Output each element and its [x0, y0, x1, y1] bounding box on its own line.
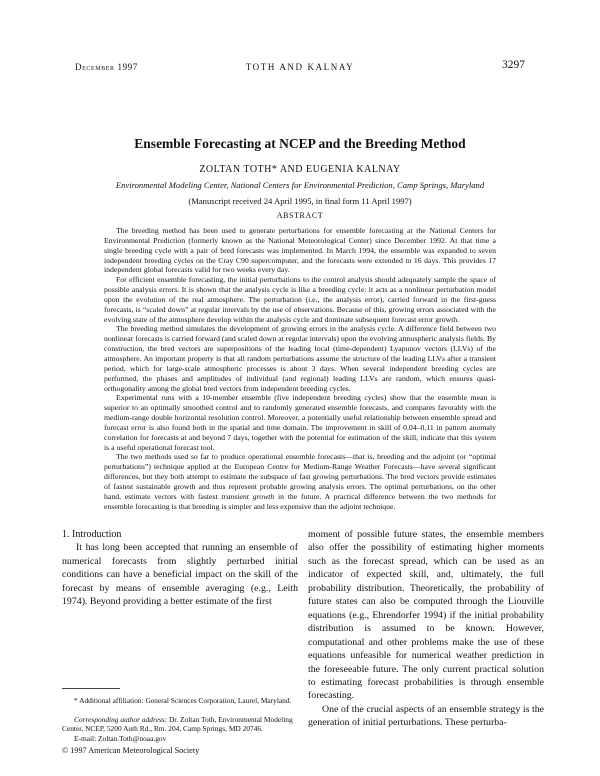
paper-title: Ensemble Forecasting at NCEP and the Breeding Method [134, 136, 466, 151]
footnote-corr-label: Corresponding author address: [74, 714, 168, 724]
abstract-paragraph [104, 452, 496, 511]
manuscript-received: (Manuscript received 24 April 1995, in final form 11 April 1997) [188, 196, 412, 206]
abstract-emphasis: transient growth [221, 491, 275, 501]
copyright-notice: © 1997 American Meteorological Society [62, 746, 200, 755]
footnote-rule [62, 688, 120, 689]
abstract [104, 226, 496, 511]
left-column [62, 528, 298, 609]
footnote-corr-text: Dr. Zoltan Toth, Environmental Modeling Center, NCEP, 5200 Auth Rd., Rm. 204, Camp Springs, MD 20746. [62, 714, 293, 734]
running-header-authors: TOTH AND KALNAY [245, 62, 355, 72]
body-paragraph: One of the crucial aspects of an ensemble strategy is the generation of initial perturbations. These perturba- [308, 703, 544, 729]
footnote-corresponding [62, 715, 298, 734]
abstract-text: in the future. A practical difference between the two methods for ensemble forecasting is that breeding is simpler and less expensive than the adjoint technique. [104, 491, 496, 511]
body-paragraph: moment of possible future states, the ensemble members also offer the possibility of estimating higher moments such as the forecast spread, which can be used as an indicator of expected skill, and, ultimately, the full probability distribution. Theoretically, the probability of future states can also be computed through the Liouville equations (e.g., Ehrendorfer 1994) if the initial probability distribution is assumed to be known. However, computational and other problems make the use of these equations unfeasible for numerical weather prediction in the foreseeable future. The only current practical solution to estimating forecast probabilities is through ensemble forecasting. [308, 529, 544, 702]
footnotes [62, 688, 298, 743]
author-affiliation: Environmental Modeling Center, National Centers for Environmental Prediction, Camp Springs, Maryland [115, 180, 485, 190]
abstract-paragraph: The breeding method has been used to generate perturbations for ensemble forecasting at the National Centers for Environmental Prediction (formerly known as the National Meteorological Center) since December 1992. At that time a single breeding cycle with a pair of bred forecasts was implemented. In March 1994, the ensemble was expanded to seven independent breeding cycles on the Cray C90 supercomputer, and the forecasts were extended to 16 days. This provides 17 independent global forecasts valid for two weeks every day. [104, 226, 496, 275]
abstract-heading: ABSTRACT [276, 211, 324, 220]
paper-authors: ZOLTAN TOTH* AND EUGENIA KALNAY [199, 164, 401, 175]
abstract-paragraph: For efficient ensemble forecasting, the initial perturbations to the control analysis should adequately sample the space of possible analysis errors. It is shown that the analysis cycle is like a breeding cycle: it acts as a nonlinear perturbation model upon the evolution of the real atmosphere. The perturbation (i.e., the analysis error), carried forward in the first-guess forecasts, is “scaled down” at regular intervals by the use of observations. Because of this, growing errors associated with the evolving state of the atmosphere develop within the analysis cycle and dominate subsequent forecast error growth. [104, 275, 496, 324]
abstract-paragraph: Experimental runs with a 10-member ensemble (five independent breeding cycles) show that the ensemble mean is superior to an optimally smoothed control and to randomly generated ensemble forecasts, and compares favorably with the medium-range double horizontal resolution control. Moreover, a potentially useful relationship between ensemble spread and forecast error is also found both in the spatial and time domain. The improvement in skill of 0.04–0.11 in pattern anomaly correlation for forecasts at and beyond 7 days, together with the potential for estimation of the skill, indicate that this system is a useful operational forecast tool. [104, 393, 496, 452]
footnote-email: E-mail: Zoltan.Toth@noaa.gov [74, 733, 167, 743]
abstract-text: The two methods used so far to produce operational ensemble forecasts—that is, breeding and the adjoint (or “optimal perturbations”) technique applied at the European Centre for Medium-Range Weather Forecasts—have several significant differences, but they both attempt to estimate the subspace of fast growing perturbations. The bred vectors provide estimates of fastest sustainable growth and thus represent probable growing analysis errors. The optimal perturbations, on the other hand, estimate vectors with fastest [104, 452, 496, 501]
body-paragraph: It has long been accepted that running an ensemble of numerical forecasts from slightly perturbed initial conditions can have a beneficial impact on the skill of the forecast by means of ensemble averaging (e.g., Leith 1974). Beyond providing a better estimate of the first [62, 542, 298, 608]
abstract-paragraph: The breeding method simulates the development of growing errors in the analysis cycle. A difference field between two nonlinear forecasts is carried forward (and scaled down at regular intervals) upon the evolving atmospheric analysis fields. By construction, the bred vectors are superpositions of the leading local (time-dependent) Lyapunov vectors (LLVs) of the atmosphere. An important property is that all random perturbations assume the structure of the leading LLVs after a transient period, which for large-scale atmospheric processes is about 3 days. When several independent breeding cycles are performed, the phases and amplitudes of individual (and regional) leading LLVs are random, which ensures quasi-orthogonality among the global bred vectors from independent breeding cycles. [104, 324, 496, 393]
page-number: 3297 [502, 59, 525, 71]
section-heading: 1. Introduction [62, 529, 122, 540]
right-column [308, 528, 544, 730]
running-header-date: December 1997 [75, 62, 138, 72]
footnote-affiliation: * Additional affiliation: General Sciences Corporation, Laurel, Maryland. [74, 696, 292, 705]
